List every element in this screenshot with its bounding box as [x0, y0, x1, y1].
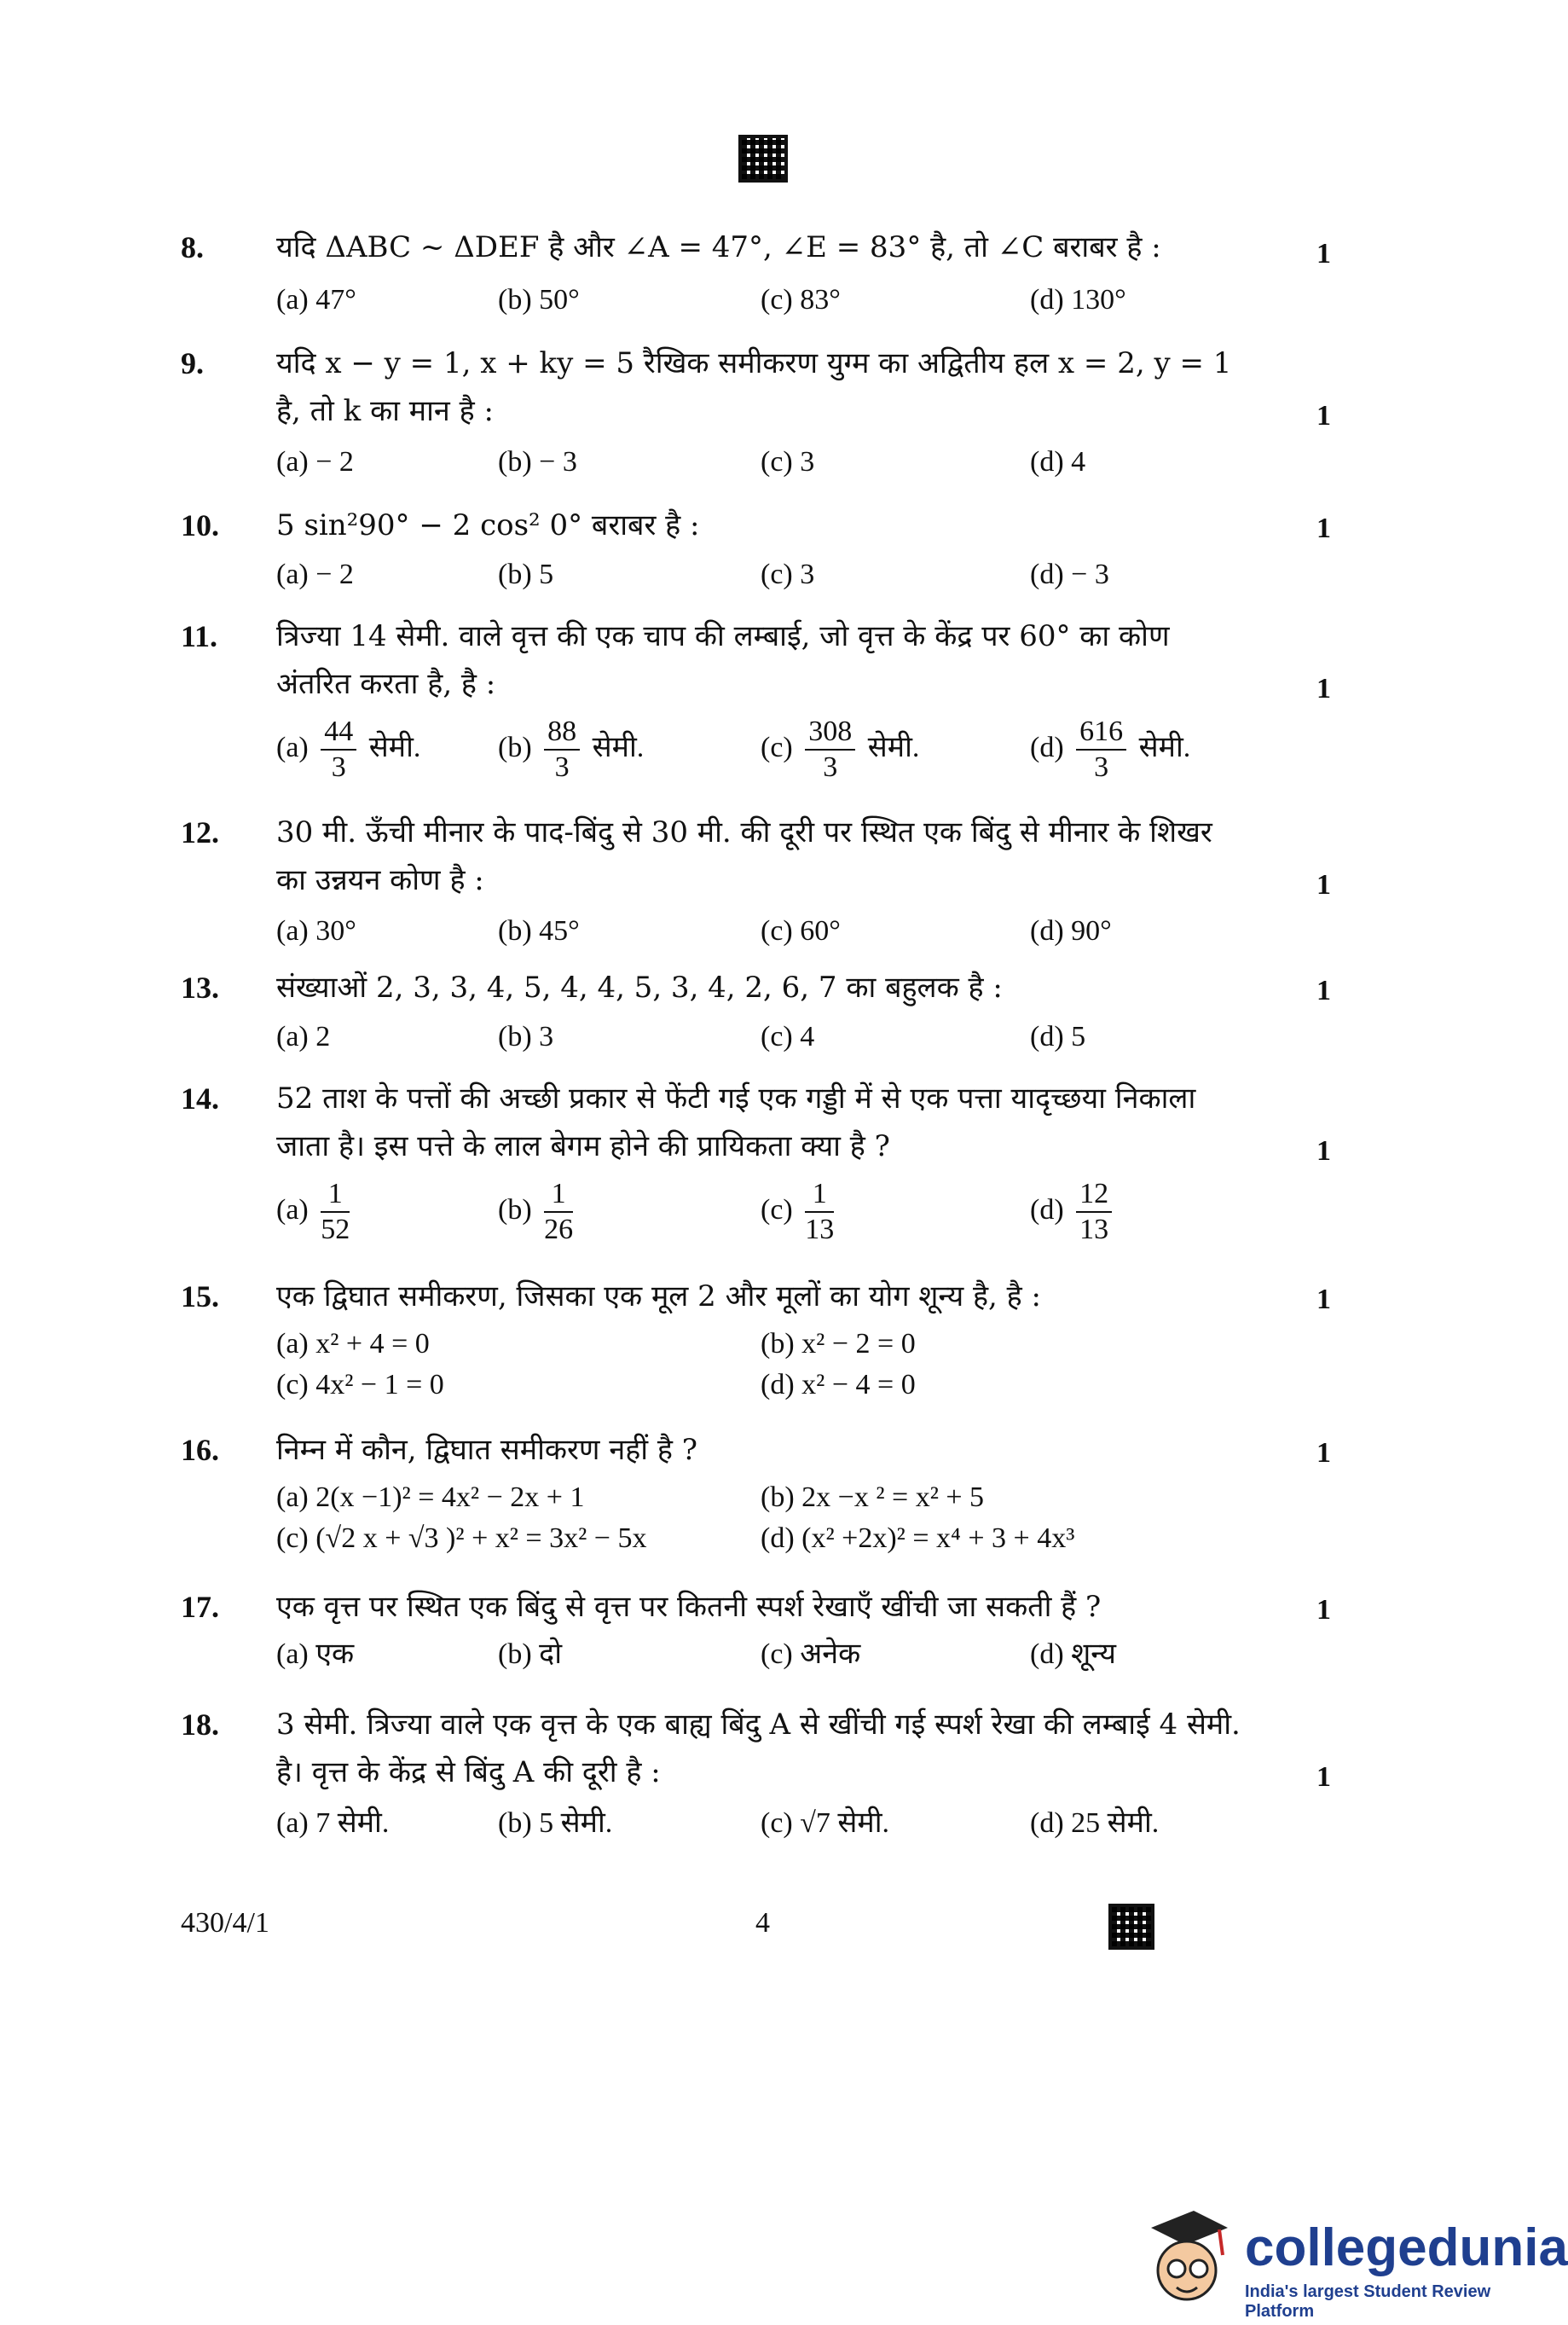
question-number: 16. — [181, 1433, 219, 1467]
option-unit: सेमी. — [592, 731, 645, 763]
question-14 — [181, 1075, 1335, 1271]
fraction-numerator: 1 — [544, 1177, 573, 1213]
option-b: (b) दो — [498, 1638, 563, 1670]
fraction-numerator: 1 — [321, 1177, 350, 1213]
question-marks: 1 — [1316, 1437, 1331, 1469]
fraction-denominator: 3 — [554, 751, 570, 783]
option-b — [498, 1177, 578, 1247]
fraction-denominator: 13 — [1079, 1214, 1109, 1245]
option-c: (c) अनेक — [761, 1638, 861, 1670]
fraction-denominator: 13 — [805, 1214, 835, 1245]
option-d — [1030, 1177, 1117, 1247]
question-text: एक वृत्त पर स्थित एक बिंदु से वृत्त पर कितनी स्पर्श रेखाएँ खींची जा सकती हैं ? — [276, 1590, 1102, 1624]
option-d: (d) 90° — [1030, 915, 1112, 947]
qr-code-bottom — [1108, 1904, 1154, 1950]
option-label: (b) — [498, 1193, 532, 1226]
option-c: (c) 4 — [761, 1021, 815, 1052]
option-a: (a) x² + 4 = 0 — [276, 1328, 430, 1360]
option-c: (c) 4x² − 1 = 0 — [276, 1369, 444, 1400]
fraction-denominator: 52 — [321, 1214, 350, 1245]
fraction — [1076, 1177, 1112, 1247]
qr-code-top — [738, 135, 788, 183]
fraction-denominator: 3 — [823, 751, 838, 783]
option-b: (b) 2x −x ² = x² + 5 — [761, 1481, 985, 1513]
question-text: यदि x − y = 1, x + ky = 5 रैखिक समीकरण युग्म का अद्वितीय हल x = 2, y = 1 है, तो k का मान है : — [276, 346, 1232, 428]
question-9 — [181, 339, 1335, 484]
option-label: (d) — [1030, 1193, 1064, 1226]
question-marks: 1 — [1316, 513, 1331, 544]
question-number: 12. — [181, 815, 219, 849]
option-d: (d) 4 — [1030, 446, 1086, 478]
fraction-denominator: 3 — [331, 751, 346, 783]
page-number: 4 — [755, 1907, 770, 1939]
fraction-numerator: 88 — [544, 715, 580, 751]
question-text: 52 ताश के पत्तों की अच्छी प्रकार से फेंटी गई एक गड्डी में से एक पत्ता यादृच्छया निकाला जाता है। इस पत्ते के लाल बेगम होने की प्रायिकता क्या है ? — [276, 1081, 1196, 1163]
question-11 — [181, 612, 1335, 791]
option-d: (d) 5 — [1030, 1021, 1086, 1052]
option-c — [761, 715, 919, 785]
fraction — [321, 1177, 350, 1247]
question-text: संख्याओं 2, 3, 3, 4, 5, 4, 4, 5, 3, 4, 2, 6, 7 का बहुलक है : — [276, 971, 1003, 1005]
option-d — [1030, 715, 1190, 785]
option-a: (a) 7 सेमी. — [276, 1807, 390, 1839]
option-label: (d) — [1030, 731, 1064, 763]
question-number: 15. — [181, 1279, 219, 1313]
question-number: 18. — [181, 1708, 219, 1742]
question-marks: 1 — [1316, 975, 1331, 1006]
question-marks: 1 — [1316, 1135, 1331, 1167]
option-d: (d) x² − 4 = 0 — [761, 1369, 916, 1400]
option-a — [276, 1177, 355, 1247]
option-d: (d) (x² +2x)² = x⁴ + 3 + 4x³ — [761, 1522, 1075, 1554]
question-text: एक द्विघात समीकरण, जिसका एक मूल 2 और मूलों का योग शून्य है, है : — [276, 1279, 1041, 1313]
question-number: 11. — [181, 619, 218, 653]
option-b: (b) 45° — [498, 915, 580, 947]
question-text: 5 sin²90° − 2 cos² 0° बराबर है : — [276, 508, 700, 542]
question-number: 14. — [181, 1081, 219, 1116]
question-number: 13. — [181, 971, 219, 1005]
fraction-numerator: 12 — [1076, 1177, 1112, 1213]
mascot-icon — [1134, 2202, 1236, 2313]
option-c: (c) 60° — [761, 915, 841, 947]
question-13 — [181, 964, 1335, 1058]
fraction — [1076, 715, 1126, 785]
option-a: (a) 47° — [276, 284, 356, 316]
option-c: (c) 83° — [761, 284, 841, 316]
option-label: (a) — [276, 731, 309, 763]
option-c: (c) 3 — [761, 446, 815, 478]
option-a: (a) − 2 — [276, 446, 354, 478]
question-12 — [181, 809, 1335, 954]
question-marks: 1 — [1316, 1761, 1331, 1793]
logo-wordmark: collegedunia — [1245, 2218, 1568, 2277]
option-label: (c) — [761, 731, 793, 763]
question-16 — [181, 1426, 1335, 1563]
paper-code: 430/4/1 — [181, 1907, 269, 1939]
fraction-numerator: 44 — [321, 715, 356, 751]
collegedunia-logo — [1134, 2209, 1568, 2321]
fraction-denominator: 26 — [544, 1214, 574, 1245]
option-label: (a) — [276, 1193, 309, 1226]
question-8 — [181, 223, 1335, 326]
option-d: (d) 25 सेमी. — [1030, 1807, 1160, 1839]
option-a: (a) 2(x −1)² = 4x² − 2x + 1 — [276, 1481, 585, 1513]
fraction-numerator: 1 — [805, 1177, 834, 1213]
question-17 — [181, 1583, 1335, 1677]
question-number: 9. — [181, 346, 204, 380]
question-marks: 1 — [1316, 1594, 1331, 1626]
question-10 — [181, 502, 1335, 595]
option-a — [276, 715, 420, 785]
question-marks: 1 — [1316, 238, 1331, 270]
option-b — [498, 715, 644, 785]
option-b: (b) x² − 2 = 0 — [761, 1328, 916, 1360]
question-18 — [181, 1701, 1335, 1854]
question-text: निम्न में कौन, द्विघात समीकरण नहीं है ? — [276, 1433, 697, 1467]
fraction — [544, 1177, 573, 1247]
question-text: त्रिज्या 14 सेमी. वाले वृत्त की एक चाप की लम्बाई, जो वृत्त के केंद्र पर 60° का कोण अंतरित करता है, है : — [276, 619, 1170, 701]
question-text: यदि ΔABC ~ ΔDEF है और ∠A = 47°, ∠E = 83° है, तो ∠C बराबर है : — [276, 230, 1161, 264]
option-unit: सेमी. — [1138, 731, 1191, 763]
fraction-numerator: 308 — [805, 715, 855, 751]
question-number: 17. — [181, 1590, 219, 1624]
question-marks: 1 — [1316, 400, 1331, 432]
question-marks: 1 — [1316, 869, 1331, 901]
question-number: 10. — [181, 508, 219, 542]
fraction-denominator: 3 — [1094, 751, 1109, 783]
option-c: (c) (√2 x + √3 )² + x² = 3x² − 5x — [276, 1522, 647, 1554]
option-a: (a) एक — [276, 1638, 355, 1670]
option-d: (d) − 3 — [1030, 559, 1109, 590]
option-unit: सेमी. — [368, 731, 421, 763]
option-a: (a) 30° — [276, 915, 356, 947]
fraction — [321, 715, 356, 785]
question-15 — [181, 1273, 1335, 1409]
option-unit: सेमी. — [867, 731, 920, 763]
option-label: (c) — [761, 1193, 793, 1226]
option-d: (d) शून्य — [1030, 1638, 1117, 1670]
fraction — [805, 1177, 834, 1247]
option-b: (b) 50° — [498, 284, 580, 316]
question-text: 30 मी. ऊँची मीनार के पाद-बिंदु से 30 मी. की दूरी पर स्थित एक बिंदु से मीनार के शिखर का उन्नयन कोण है : — [276, 815, 1212, 897]
fraction — [544, 715, 580, 785]
question-number: 8. — [181, 230, 204, 264]
fraction — [805, 715, 855, 785]
option-b: (b) 3 — [498, 1021, 554, 1052]
option-label: (b) — [498, 731, 532, 763]
question-text: 3 सेमी. त्रिज्या वाले एक वृत्त के एक बाह्य बिंदु A से खींची गई स्पर्श रेखा की लम्बाई 4 सेमी. है। वृत्त के केंद्र से बिंदु A की दूरी है : — [276, 1708, 1241, 1789]
option-b: (b) − 3 — [498, 446, 577, 478]
option-c — [761, 1177, 839, 1247]
fraction-numerator: 616 — [1076, 715, 1126, 751]
option-b: (b) 5 सेमी. — [498, 1807, 613, 1839]
question-marks: 1 — [1316, 1284, 1331, 1315]
option-b: (b) 5 — [498, 559, 554, 590]
option-c: (c) 3 — [761, 559, 815, 590]
option-d: (d) 130° — [1030, 284, 1126, 316]
option-c: (c) √7 सेमी. — [761, 1807, 890, 1839]
option-a: (a) − 2 — [276, 559, 354, 590]
question-marks: 1 — [1316, 673, 1331, 704]
logo-tagline: India's largest Student Review Platform — [1245, 2282, 1491, 2321]
option-a: (a) 2 — [276, 1021, 331, 1052]
